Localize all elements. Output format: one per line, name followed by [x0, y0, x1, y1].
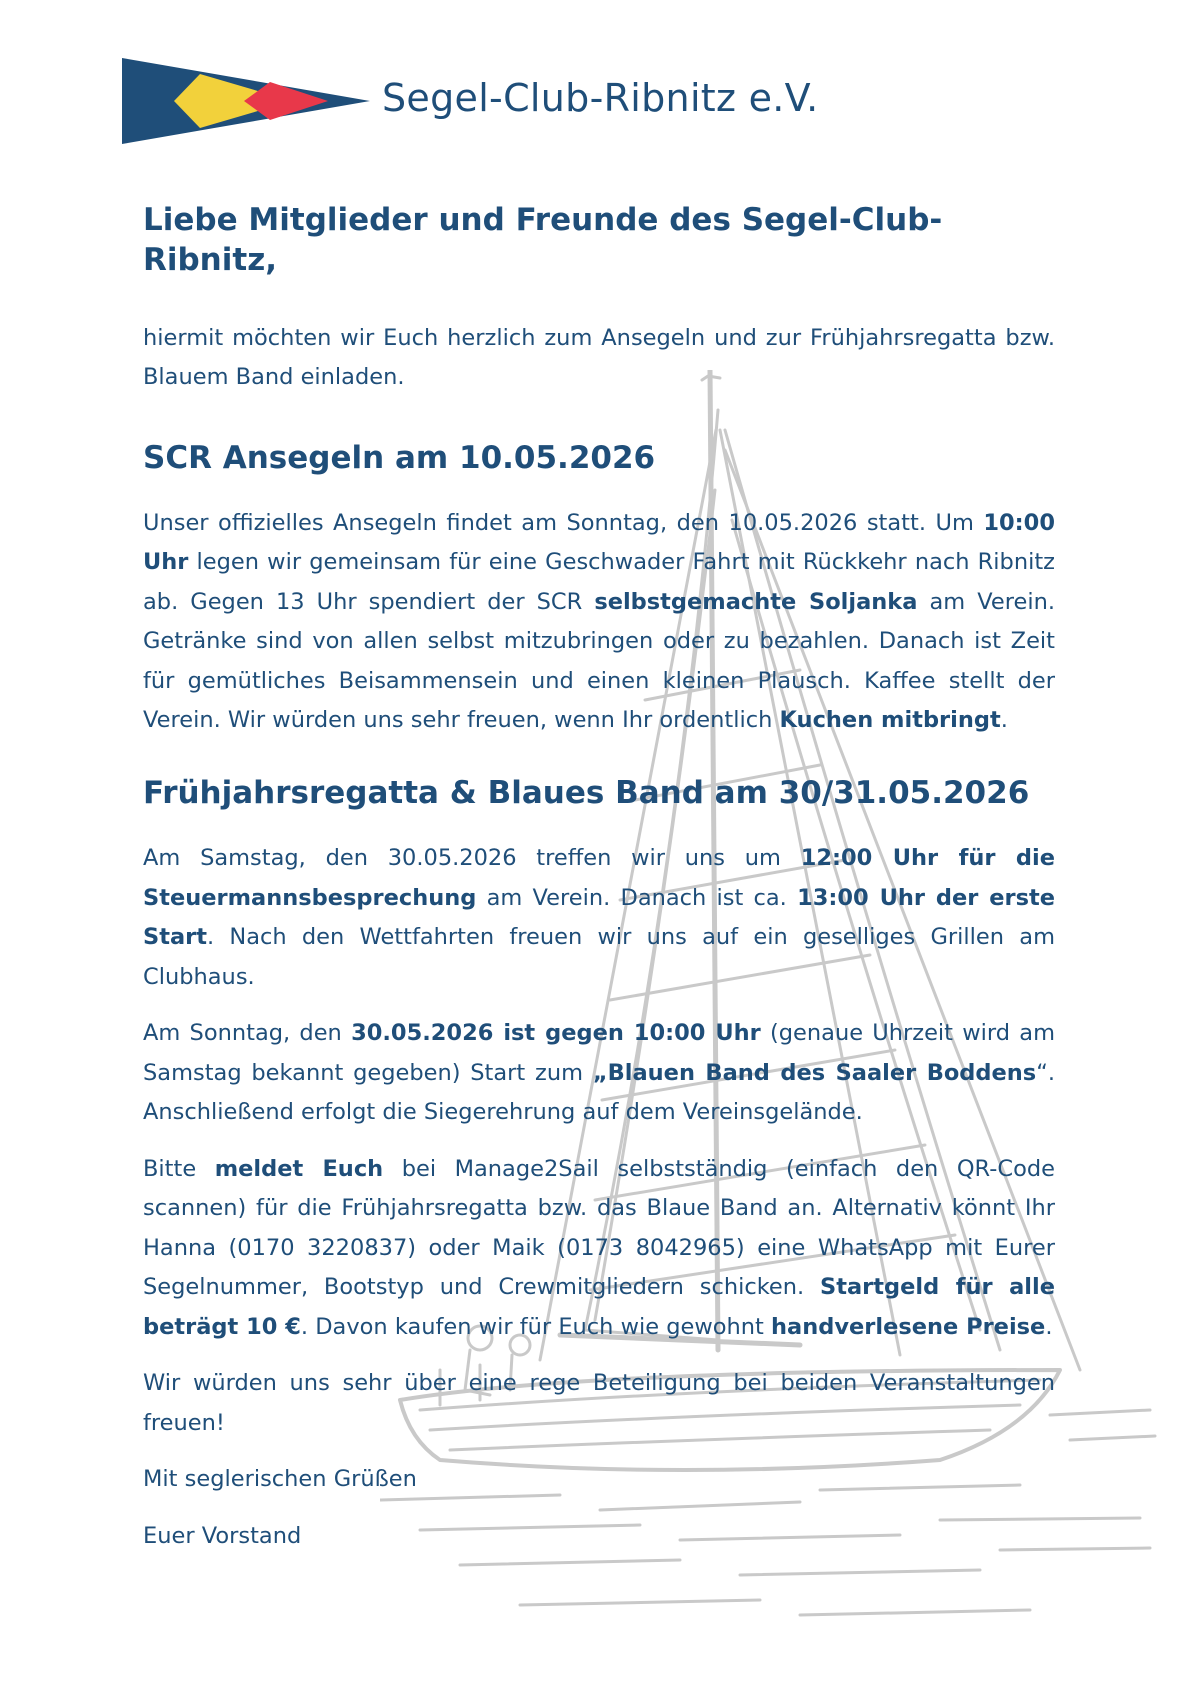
- section-title-regatta: Frühjahrsregatta & Blaues Band am 30/31.05.2026: [143, 774, 1030, 811]
- registration-paragraph: Bitte meldet Euch bei Manage2Sail selbstständig (einfach den QR-Code scannen) für die Frühjahrsregatta bzw. das Blaue Band an. Alternativ könnt Ihr Hanna (0170 3220837) oder Maik (0173 8042965) eine WhatsApp mit Eurer Segelnummer, Bootstyp und Crewmitgliedern schicken. Startgeld für alle beträgt 10 €. Davon kaufen wir für Euch wie gewohnt handverlesene Preise.: [143, 1155, 1055, 1340]
- club-pennant-logo: [122, 58, 370, 144]
- closing-paragraph: Wir würden uns sehr über eine rege Beteiligung bei beiden Veranstaltungen freuen!: [143, 1370, 1055, 1436]
- ansegeln-paragraph: Unser offizielles Ansegeln findet am Sonntag, den 10.05.2026 statt. Um 10:00 Uhr legen wir gemeinsam für eine Geschwader Fahrt mit Rückkehr nach Ribnitz ab. Gegen 13 Uhr spendiert der SCR selbstgemachte Soljanka am Verein. Getränke sind von allen selbst mitzubringen oder zu bezahlen. Danach ist Zeit für gemütliches Beisammensein und einen kleinen Plausch. Kaffee stellt der Verein. Wir würden uns sehr freuen, wenn Ihr ordentlich Kuchen mitbringt.: [143, 509, 1055, 734]
- regatta-sunday-paragraph: Am Sonntag, den 30.05.2026 ist gegen 10:00 Uhr (genaue Uhrzeit wird am Samstag bekannt gegeben) Start zum „Blauen Band des Saaler Boddens“. Anschließend erfolgt die Siegerehrung auf dem Vereinsgelände.: [143, 1020, 1056, 1126]
- intro-paragraph: hiermit möchten wir Euch herzlich zum Ansegeln und zur Frühjahrsregatta bzw. Blauem Band einladen.: [143, 324, 1055, 391]
- section-title-ansegeln: SCR Ansegeln am 10.05.2026: [143, 439, 656, 476]
- regatta-saturday-paragraph: Am Samstag, den 30.05.2026 treffen wir uns um 12:00 Uhr für die Steuermannsbesprechung am Verein. Danach ist ca. 13:00 Uhr der erste Start. Nach den Wettfahrten freuen wir uns auf ein geselliges Grillen am Clubhaus.: [143, 845, 1055, 990]
- letter-body: [143, 200, 1055, 1556]
- signature-line: Euer Vorstand: [143, 1522, 302, 1549]
- regards-line: Mit seglerischen Grüßen: [143, 1466, 417, 1493]
- club-name: Segel-Club-Ribnitz e.V.: [382, 76, 819, 120]
- greeting-heading: Liebe Mitglieder und Freunde des Segel-Club-Ribnitz,: [143, 202, 943, 279]
